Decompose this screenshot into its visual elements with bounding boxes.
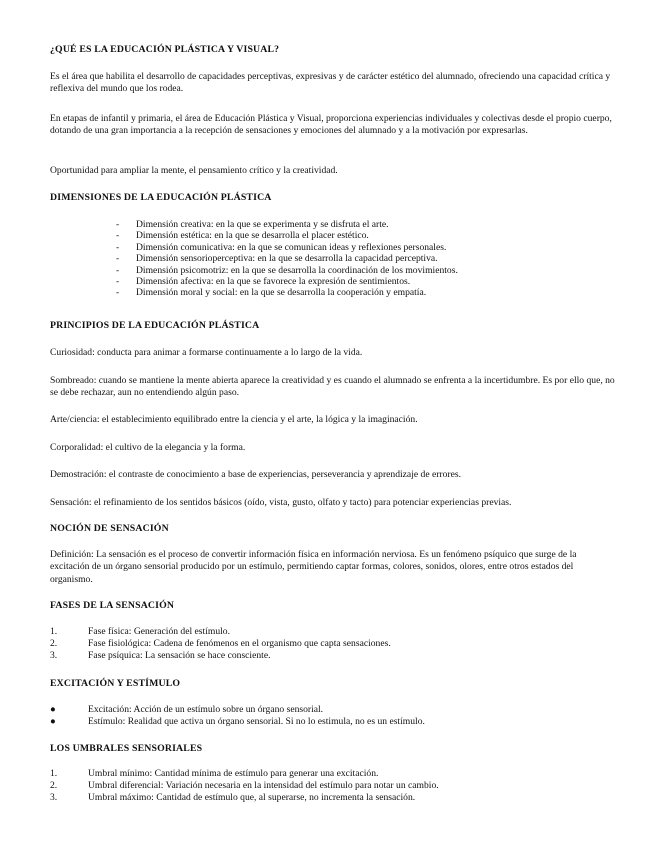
list-number: 2.	[50, 638, 58, 650]
list-item: - Dimensión creativa: en la que se experimenta y se disfruta el arte.	[116, 219, 389, 230]
document-title: ¿QUÉ ES LA EDUCACIÓN PLÁSTICA Y VISUAL?	[50, 44, 280, 55]
list-item: 1. Umbral mínimo: Cantidad mínima de estímulo para generar una excitación.	[50, 768, 379, 779]
dash-bullet: -	[116, 219, 120, 230]
excitacion-list	[50, 704, 615, 728]
dash-bullet: -	[116, 287, 120, 299]
list-item: - Dimensión moral y social: en la que se desarrolla la cooperación y empatía.	[116, 287, 427, 299]
fases-list	[50, 626, 615, 663]
principio-curiosidad: Curiosidad: conducta para animar a formarse continuamente a lo largo de la vida.	[50, 347, 363, 358]
list-item: ● Estímulo: Realidad que activa un órgano sensorial. Si no lo estimula, no es un estímulo.	[50, 716, 425, 728]
fases-heading: FASES DE LA SENSACIÓN	[50, 600, 175, 611]
list-item: - Dimensión comunicativa: en la que se comunican ideas y reflexiones personales.	[116, 241, 447, 253]
list-number: 1.	[50, 626, 58, 637]
list-item: 3. Fase psíquica: La sensación se hace consciente.	[50, 650, 271, 662]
list-item: - Dimensión estética: en la que se desarrolla el placer estético.	[116, 230, 369, 242]
list-number: 1.	[50, 768, 58, 779]
list-number: 3.	[50, 792, 58, 804]
excitacion-heading: EXCITACIÓN Y ESTÍMULO	[50, 678, 181, 689]
dash-bullet: -	[116, 275, 120, 287]
principio-corporalidad: Corporalidad: el cultivo de la elegancia y la forma.	[50, 442, 246, 453]
list-number: 3.	[50, 650, 58, 662]
list-item: - Dimensión afectiva: en la que se favorece la expresión de sentimientos.	[116, 275, 411, 287]
list-item: ● Excitación: Acción de un estímulo sobre un órgano sensorial.	[50, 704, 324, 715]
dash-bullet: -	[116, 253, 120, 265]
principio-demostracion: Demostración: el contraste de conocimiento a base de experiencias, perseverancia y aprendizaje de errores.	[50, 469, 461, 480]
nocion-heading: NOCIÓN DE SENSACIÓN	[50, 523, 169, 534]
list-item: 1. Fase física: Generación del estímulo.	[50, 626, 230, 637]
dash-bullet: -	[116, 241, 120, 253]
intro-paragraph-2: En etapas de infantil y primaria, el área de Educación Plástica y Visual, proporciona experiencias individuales y colectivas desde el propio cuerpo, dotando de una gran importancia a la recepción de sensaciones y emociones del alumnado y a la motivación por expresarlas.	[50, 113, 612, 137]
principio-arte-ciencia: Arte/ciencia: el establecimiento equilibrado entre la ciencia y el arte, la lógica y la imaginación.	[50, 414, 418, 425]
list-item: - Dimensión sensorioperceptiva: en la que se desarrolla la capacidad perceptiva.	[116, 253, 438, 265]
dimensiones-heading: DIMENSIONES DE LA EDUCACIÓN PLÁSTICA	[50, 192, 272, 203]
bullet-icon: ●	[50, 716, 56, 728]
dash-bullet: -	[116, 230, 120, 242]
umbrales-heading: LOS UMBRALES SENSORIALES	[50, 743, 203, 754]
intro-paragraph-1: Es el área que habilita el desarrollo de capacidades perceptivas, expresivas y de carácter estético del alumnado, ofreciendo una capacidad crítica y reflexiva del mundo que los rodea.	[50, 71, 611, 95]
umbrales-list	[50, 768, 615, 805]
bullet-icon: ●	[50, 704, 56, 715]
list-item: 2. Umbral diferencial: Variación necesaria en la intensidad del estímulo para notar un cambio.	[50, 780, 439, 792]
dimensiones-list	[116, 219, 616, 299]
nocion-definicion: Definición: La sensación es el proceso de convertir información física en información nerviosa. Es un fenómeno psíquico que surge de la excitación de un órgano sensorial producido por un estímulo, permitiendo captar formas, colores, sonidos, olores, entre otros estados del organismo.	[50, 549, 577, 585]
intro-paragraph-3: Oportunidad para ampliar la mente, el pensamiento crítico y la creatividad.	[50, 165, 338, 176]
list-item: 3. Umbral máximo: Cantidad de estímulo que, al superarse, no incrementa la sensación.	[50, 792, 416, 804]
list-item: 2. Fase fisiológica: Cadena de fenómenos en el organismo que capta sensaciones.	[50, 638, 391, 650]
dash-bullet: -	[116, 264, 120, 276]
principio-sombreado: Sombreado: cuando se mantiene la mente abierta aparece la creatividad y es cuando el alumnado se enfrenta a la incertidumbre. Es por ello que, no se debe rechazar, aun no entendiendo algún paso.	[50, 375, 615, 399]
principios-heading: PRINCIPIOS DE LA EDUCACIÓN PLÁSTICA	[50, 320, 260, 331]
list-number: 2.	[50, 780, 58, 792]
list-item: - Dimensión psicomotriz: en la que se desarrolla la coordinación de los movimientos.	[116, 264, 458, 276]
principio-sensacion: Sensación: el refinamiento de los sentidos básicos (oído, vista, gusto, olfato y tacto) para potenciar experiencias previas.	[50, 497, 512, 508]
